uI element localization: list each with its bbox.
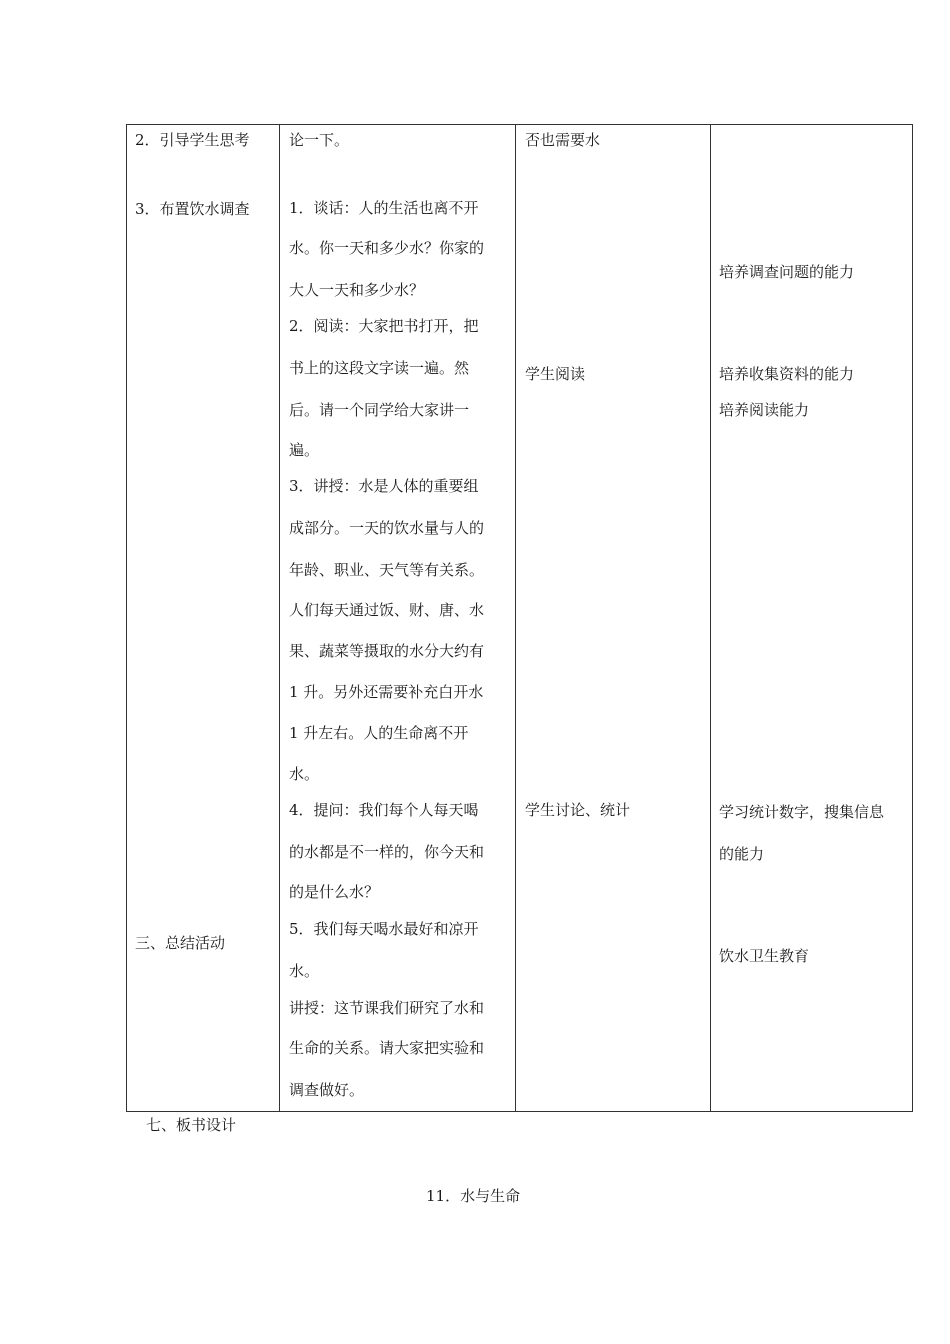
- step-guide-thinking: 2．引导学生思考: [135, 131, 250, 149]
- teacher-text-line: 人们每天通过饭、财、唐、水: [289, 601, 485, 619]
- student-activity: 学生阅读: [525, 365, 586, 383]
- teacher-text-line: 书上的这段文字读一遍。然: [289, 359, 470, 377]
- teacher-text-line: 5．我们每天喝水最好和凉开: [289, 920, 479, 938]
- design-intent: 培养收集资料的能力: [719, 365, 855, 383]
- teacher-text-line: 后。请一个同学给大家讲一: [289, 401, 470, 419]
- teacher-text-line: 调查做好。: [289, 1081, 365, 1099]
- teacher-text-line: 大人一天和多少水？: [289, 281, 425, 299]
- student-activity: 否也需要水: [525, 131, 601, 149]
- teacher-text-line: 1 升左右。人的生命离不开: [289, 724, 469, 742]
- student-activity: 学生讨论、统计: [525, 801, 631, 819]
- teacher-text-line: 水。: [289, 962, 320, 980]
- teacher-text-line: 的是什么水？: [289, 883, 380, 901]
- column-divider: [710, 125, 711, 1111]
- teacher-text-line: 的水都是不一样的，你今天和: [289, 843, 485, 861]
- design-intent: 的能力: [719, 845, 765, 863]
- step-water-survey: 3．布置饮水调查: [135, 200, 250, 218]
- teacher-text-line: 2．阅读：大家把书打开，把: [289, 317, 479, 335]
- board-title: 11．水与生命: [426, 1187, 521, 1205]
- teacher-text-line: 成部分。一天的饮水量与人的: [289, 519, 485, 537]
- column-divider: [279, 125, 280, 1111]
- teacher-text-line: 果、蔬菜等摄取的水分大约有: [289, 642, 485, 660]
- column-divider: [515, 125, 516, 1111]
- design-intent: 学习统计数字，搜集信息: [719, 803, 885, 821]
- teacher-text-line: 生命的关系。请大家把实验和: [289, 1039, 485, 1057]
- teacher-text-line: 年龄、职业、天气等有关系。: [289, 561, 485, 579]
- teacher-text-line: 论一下。: [289, 131, 350, 149]
- teacher-text-line: 水。: [289, 765, 320, 783]
- lesson-plan-table: [126, 124, 913, 1112]
- teacher-text-line: 4．提问：我们每个人每天喝: [289, 801, 479, 819]
- teacher-text-line: 1 升。另外还需要补充白开水: [289, 683, 484, 701]
- teacher-text-line: 讲授：这节课我们研究了水和: [289, 999, 485, 1017]
- section-heading-board-design: 七、板书设计: [146, 1116, 237, 1134]
- design-intent: 培养调查问题的能力: [719, 263, 855, 281]
- step-summary: 三、总结活动: [135, 934, 226, 952]
- teacher-text-line: 水。你一天和多少水？你家的: [289, 239, 485, 257]
- teacher-text-line: 3．讲授：水是人体的重要组: [289, 477, 479, 495]
- design-intent: 饮水卫生教育: [719, 947, 810, 965]
- design-intent: 培养阅读能力: [719, 401, 810, 419]
- teacher-text-line: 遍。: [289, 441, 320, 459]
- teacher-text-line: 1．谈话：人的生活也离不开: [289, 199, 479, 217]
